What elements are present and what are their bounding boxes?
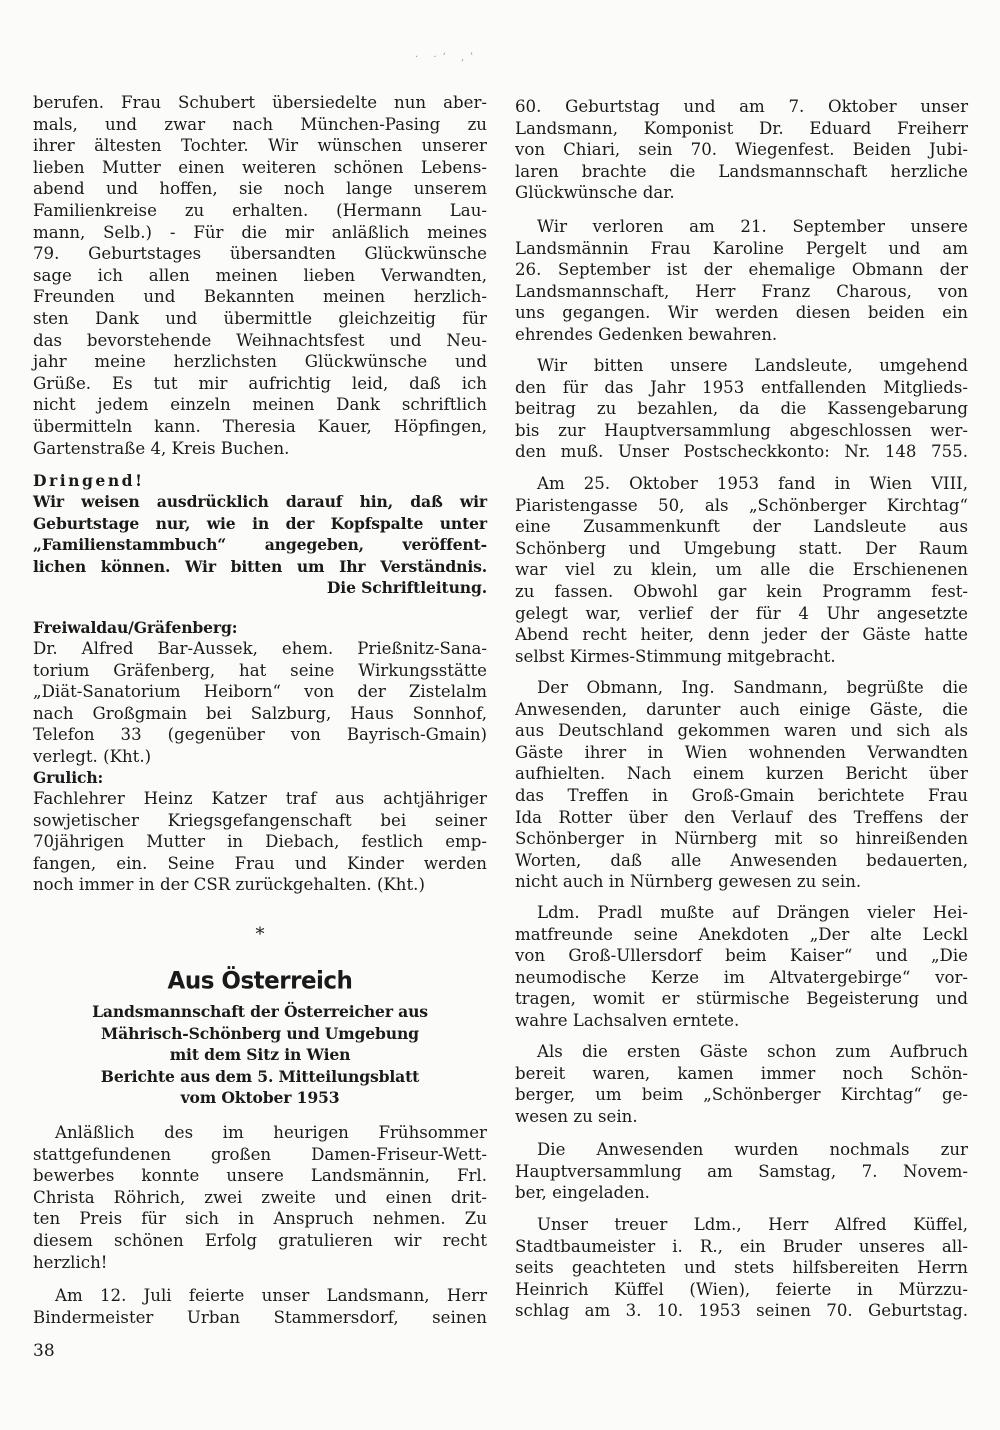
paragraph-greeting	[515, 677, 968, 893]
paragraph-kueffel	[515, 1214, 968, 1322]
text-line: beitrag zu bezahlen, da die Kassengebarung	[515, 399, 968, 419]
text-line: eine Zusammenkunft der Landsleute aus	[515, 517, 968, 537]
text-line: mann, Selb.) - Für die mir anläßlich meines	[33, 222, 487, 242]
paragraph-family-news	[33, 92, 487, 459]
text-line: Wir bitten unsere Landsleute, umgehend	[537, 356, 968, 375]
text-line: 79. Geburtstages übersandten Glückwünsche	[33, 244, 487, 264]
text-line: Als die ersten Gäste schon zum Aufbruch	[537, 1042, 968, 1061]
text-line: das bevorstehende Weihnachtsfest und Neu-	[33, 330, 487, 350]
text-line: abend und hoffen, sie noch lange unserem	[33, 179, 487, 199]
text-line: „Familienstammbuch“ angegeben, veröffent-	[33, 535, 487, 555]
text-line: Freiwaldau/Gräfenberg:	[33, 618, 238, 637]
section-subheading	[33, 1001, 487, 1109]
text-line: zu fassen. Obwohl gar kein Programm fest-	[515, 581, 968, 601]
text-line: Anläßlich des im heurigen Frühsommer	[55, 1123, 487, 1142]
text-line: fangen, ein. Seine Frau und Kinder werden	[33, 853, 487, 873]
text-line: lichen können. Wir bitten um Ihr Verständnis.	[33, 556, 487, 576]
text-line: von Groß-Ullersdorf beim Kaiser“ und „Die	[515, 946, 968, 966]
text-line: lieben Mutter einen weiteren schönen Lebens-	[33, 157, 487, 177]
text-line: aufhielten. Nach einem kurzen Bericht über	[515, 764, 968, 784]
text-line: Am 25. Oktober 1953 fand in Wien VIII,	[537, 474, 968, 493]
text-line: ihrer ältesten Tochter. Wir wünschen unserer	[33, 136, 487, 156]
notice-text	[33, 491, 487, 599]
text-line: „Diät-Sanatorium Heiborn“ von der Zistelalm	[33, 682, 487, 702]
text-line: Der Obmann, Ing. Sandmann, begrüßte die	[537, 678, 968, 697]
text-line: diesem schönen Erfolg gratulieren wir recht	[33, 1230, 487, 1250]
text-line: das Treffen in Groß-Gmain berichtete Frau	[515, 785, 968, 805]
text-line: Stadtbaumeister i. R., ein Bruder unseres all-	[515, 1236, 968, 1256]
paragraph-freiwaldau	[33, 638, 487, 768]
paragraph-anecdotes	[515, 902, 968, 1032]
text-line: vom Oktober 1953	[180, 1088, 340, 1108]
text-line: Fachlehrer Heinz Katzer traf aus achtjähriger	[33, 789, 487, 808]
text-line: Gäste ihrer in Wien wohnenden Verwandten	[515, 742, 968, 762]
text-line: sage ich allen meinen lieben Verwandten,	[33, 265, 487, 285]
text-line: sten Dank und übermittle gleichzeitig für	[33, 308, 487, 328]
text-line: 60. Geburtstag und am 7. Oktober unser	[515, 97, 968, 116]
text-line: Am 12. Juli feierte unser Landsmann, Herr	[55, 1286, 487, 1305]
text-line: Dringend!	[33, 471, 145, 490]
text-line: bewerbes konnte unsere Landsmännin, Frl.	[33, 1166, 487, 1186]
text-line: übermitteln kann. Theresia Kauer, Höpfingen,	[33, 416, 487, 436]
text-line: Die Anwesenden wurden nochmals zur	[537, 1140, 968, 1159]
text-line: Landsmannschaft der Österreicher aus	[92, 1002, 428, 1021]
text-line: ten Preis für sich in Anspruch nehmen. Zu	[33, 1209, 487, 1229]
text-line: ehrendes Gedenken bewahren.	[515, 324, 778, 344]
text-line: Heinrich Küffel (Wien), feierte in Mürzzu-	[515, 1279, 968, 1299]
paragraph-obituary	[515, 216, 968, 346]
text-line: Schönberger in Nürnberg mit so hinreißenden	[515, 829, 968, 849]
text-line: den für das Jahr 1953 entfallenden Mitglieds-	[515, 377, 968, 397]
text-line: Unser treuer Ldm., Herr Alfred Küffel,	[537, 1215, 968, 1234]
text-line: Landsmannschaft, Herr Franz Charous, von	[515, 281, 968, 301]
text-line: den muß. Unser Postscheckkonto: Nr. 148 755.	[515, 442, 968, 462]
text-line: nach Großgmain bei Salzburg, Haus Sonnhof,	[33, 703, 487, 723]
paragraph-grulich	[33, 788, 487, 896]
text-line: Telefon 33 (gegenüber von Bayrisch-Gmain)	[33, 725, 487, 745]
section-title-freiwaldau	[33, 617, 487, 639]
text-line: Gartenstraße 4, Kreis Buchen.	[33, 438, 290, 458]
paragraph-birthday-cont	[515, 96, 968, 204]
text-line: aus Deutschland gekommen waren und sich als	[515, 721, 968, 741]
text-line: Wir verloren am 21. September unsere	[537, 217, 968, 236]
text-line: Familienkreise zu erhalten. (Hermann Lau-	[33, 200, 487, 220]
text-line: herzlich!	[33, 1252, 108, 1272]
text-line: mals, und zwar nach München-Pasing zu	[33, 114, 487, 134]
text-line: Anwesenden, darunter auch einige Gäste, die	[515, 699, 968, 719]
text-line: Bindermeister Urban Stammersdorf, seinen	[33, 1307, 487, 1327]
text-line: wesen zu sein.	[515, 1106, 638, 1126]
text-line: matfreunde seine Anekdoten „Der alte Leckl	[515, 924, 968, 944]
notice-title	[33, 470, 487, 492]
text-line: torium Gräfenberg, hat seine Wirkungsstätte	[33, 660, 487, 680]
text-line: laren brachte die Landsmannschaft herzliche	[515, 161, 968, 181]
text-line: Landsmännin Frau Karoline Pergelt und am	[515, 238, 968, 258]
text-line: Christa Röhrich, zwei zweite und einen drit-	[33, 1187, 487, 1207]
text-line: mit dem Sitz in Wien	[169, 1045, 351, 1065]
text-line: Grulich:	[33, 768, 104, 787]
text-line: Schönberg und Umgebung statt. Der Raum	[515, 538, 968, 558]
page-number: 38	[33, 1341, 55, 1361]
text-line: Ldm. Pradl mußte auf Drängen vieler Hei-	[537, 903, 968, 922]
text-line: ber, eingeladen.	[515, 1183, 650, 1203]
text-line: Geburtstage nur, wie in der Kopfspalte unter	[33, 513, 487, 533]
section-divider-star: *	[255, 924, 265, 945]
text-line: Dr. Alfred Bar-Aussek, ehem. Prießnitz-Sana-	[33, 639, 487, 658]
paragraph-birthday	[33, 1285, 487, 1328]
text-line: war viel zu klein, um alle die Erschienenen	[515, 560, 968, 580]
text-line: tragen, womit er stürmische Begeisterung und	[515, 989, 968, 1009]
text-line: nicht jedem einzeln meinen Dank schriftlich	[33, 395, 487, 415]
text-line: 70jährigen Mutter in Diebach, festlich emp-	[33, 832, 487, 852]
text-line: seits geachteten und stets hilfsbereiten Herrn	[515, 1258, 968, 1278]
text-line: von Chiari, sein 70. Wiegenfest. Beiden Jubi-	[515, 140, 968, 160]
paragraph-membership-fee	[515, 355, 968, 463]
text-line: Mährisch-Schönberg und Umgebung	[101, 1023, 419, 1043]
text-line: stattgefundenen großen Damen-Friseur-Wett-	[33, 1144, 487, 1164]
paragraph-kirchtag	[515, 473, 968, 667]
text-line: Hauptversammlung am Samstag, 7. Novem-	[515, 1161, 968, 1181]
text-line: 26. September ist der ehemalige Obmann der	[515, 260, 968, 280]
text-line: Glückwünsche dar.	[515, 183, 675, 203]
text-line: nicht auch in Nürnberg gewesen zu sein.	[515, 872, 862, 892]
text-line: Berichte aus dem 5. Mitteilungsblatt	[100, 1066, 420, 1086]
text-line: Worten, daß alle Anwesenden bedauerten,	[515, 850, 968, 870]
text-line: bis zur Hauptversammlung abgeschlossen wer-	[515, 420, 968, 440]
text-line: verlegt. (Kht.)	[33, 746, 152, 766]
paragraph-assembly	[515, 1139, 968, 1204]
text-line: schlag am 3. 10. 1953 seinen 70. Geburtstag.	[515, 1301, 968, 1321]
text-line: jahr meine herzlichsten Glückwünsche und	[33, 352, 487, 372]
text-line: berufen. Frau Schubert übersiedelte nun aber-	[33, 93, 487, 112]
section-title-grulich	[33, 767, 487, 789]
text-line: Freunden und Bekannten meinen herzlich-	[33, 287, 487, 307]
text-line: gelegt war, verlief der für 4 Uhr angesetzte	[515, 603, 968, 623]
scan-marks: · ·ʻ ‚‛	[415, 52, 480, 63]
text-line: Wir weisen ausdrücklich darauf hin, daß wir	[33, 492, 487, 511]
text-line: berger, um beim „Schönberger Kirchtag“ ge-	[515, 1085, 968, 1105]
text-line: Abend recht heiter, denn jeder der Gäste hatte	[515, 625, 968, 645]
text-line: Die Schriftleitung.	[326, 578, 487, 598]
text-line: bereit waren, kamen immer noch Schön-	[515, 1063, 968, 1083]
text-line: wahre Lachsalven erntete.	[515, 1010, 740, 1030]
text-line: sowjetischer Kriegsgefangenschaft bei seiner	[33, 810, 487, 830]
text-line: Landsmann, Komponist Dr. Eduard Freiherr	[515, 118, 968, 138]
text-line: selbst Kirmes-Stimmung mitgebracht.	[515, 646, 836, 666]
text-line: Grüße. Es tut mir aufrichtig leid, daß ich	[33, 373, 487, 393]
text-line: uns gegangen. Wir werden diesen beiden ein	[515, 303, 968, 323]
paragraph-departure	[515, 1041, 968, 1127]
text-line: Ida Rotter über den Verlauf des Treffens der	[515, 807, 968, 827]
text-line: Piaristengasse 50, als „Schönberger Kirchtag“	[515, 495, 968, 515]
section-heading: Aus Österreich	[167, 967, 353, 995]
paragraph-hairdresser	[33, 1122, 487, 1273]
text-line: neumodische Kerze im Altvatergebirge“ vor-	[515, 967, 968, 987]
text-line: noch immer in der CSR zurückgehalten. (Kht.)	[33, 875, 425, 895]
